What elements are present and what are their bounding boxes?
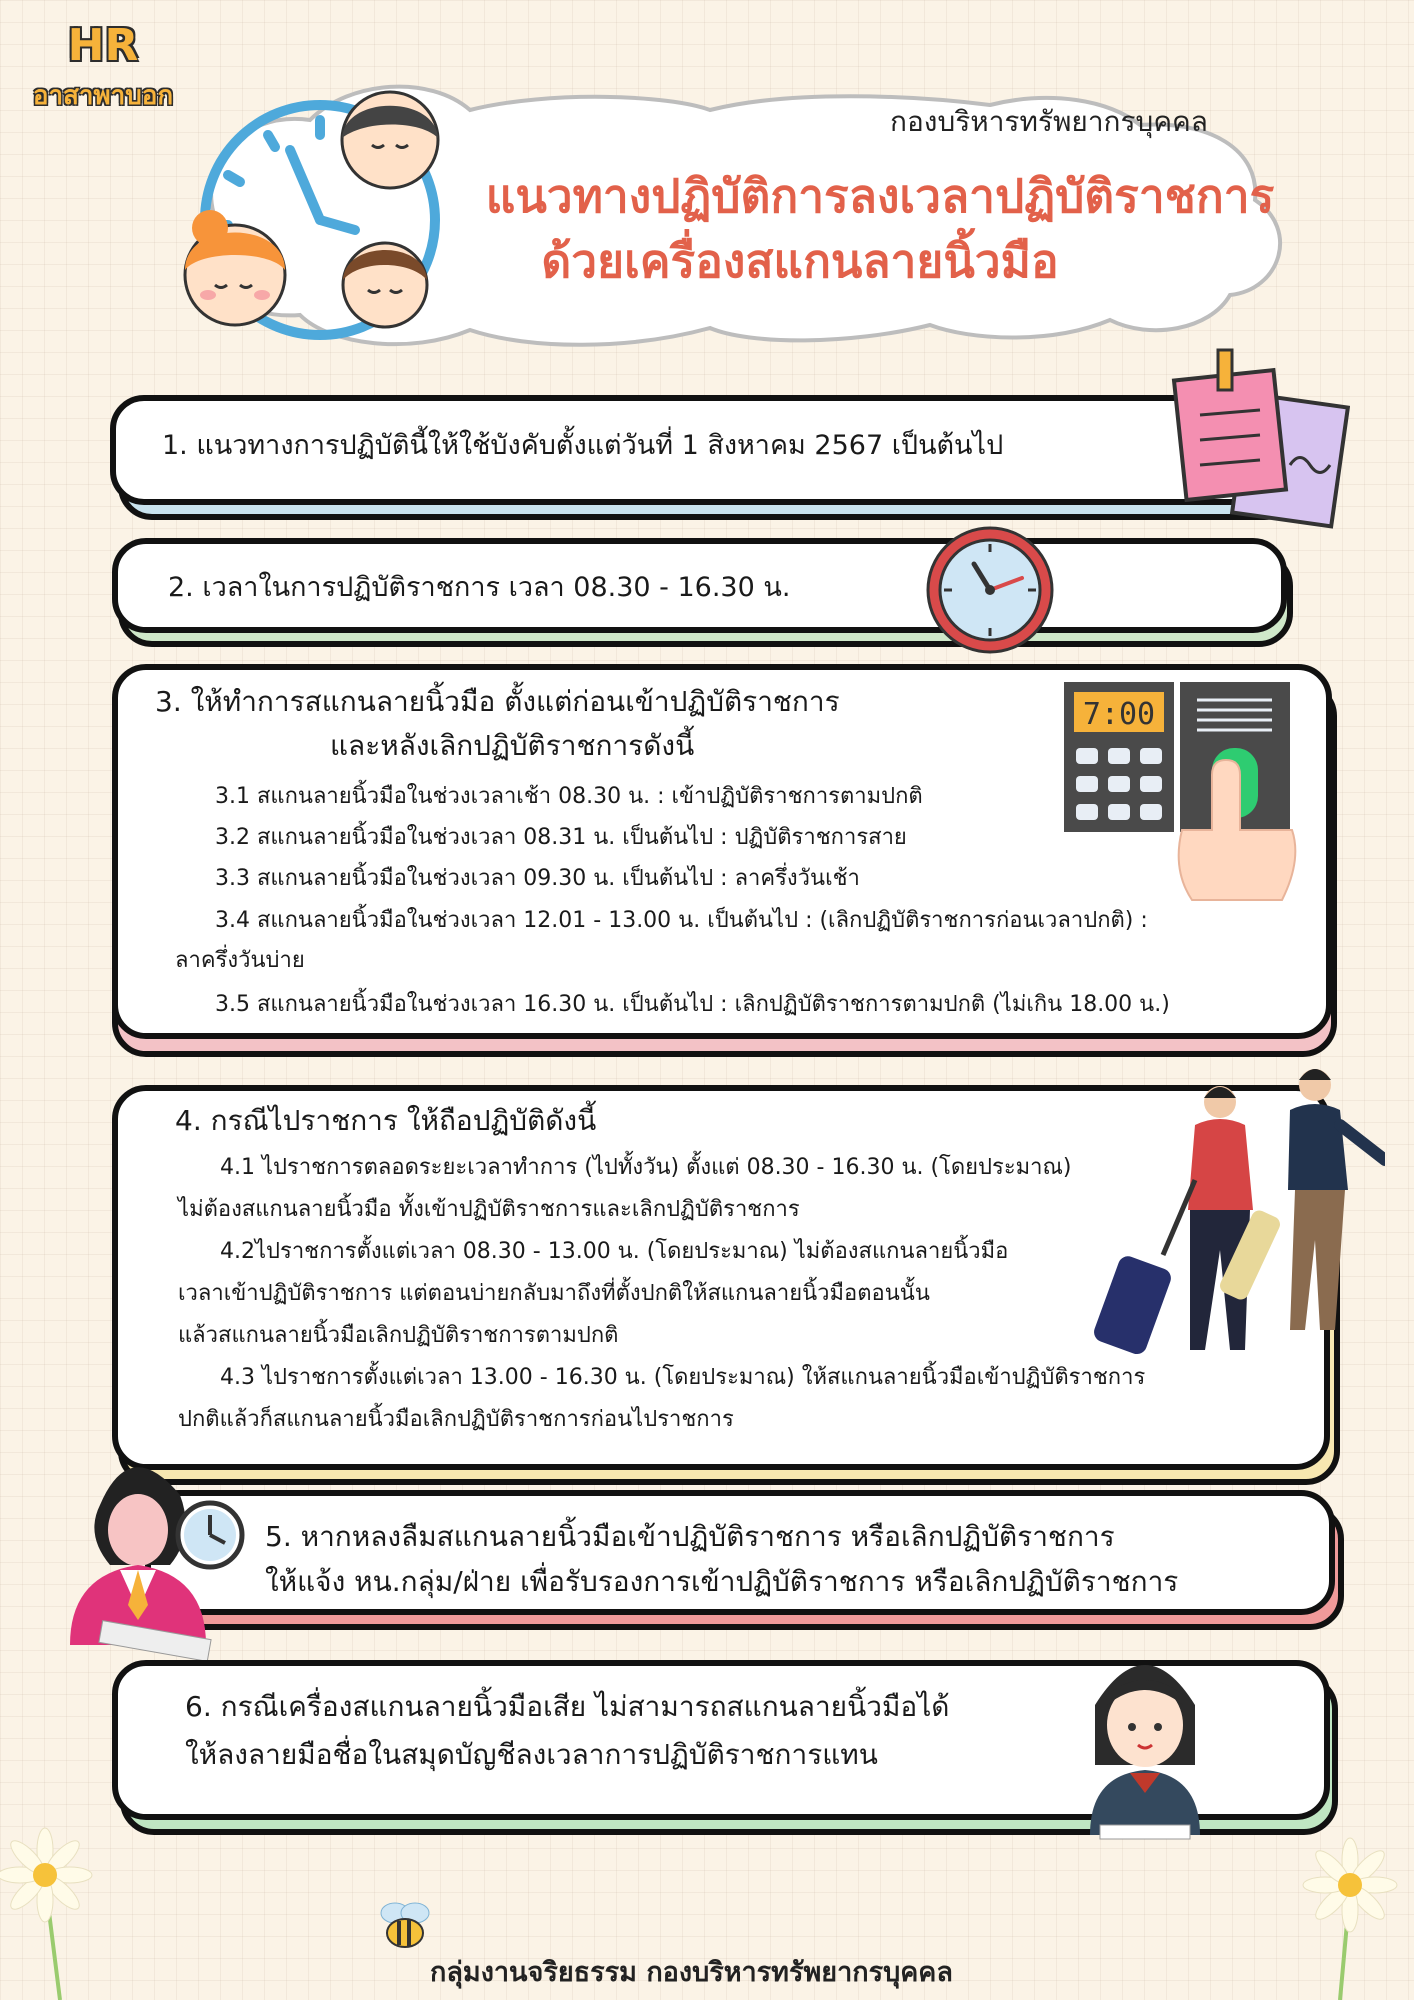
item1-text: 1. แนวทางการปฏิบัตินี้ให้ใช้บังคับตั้งแต่วันที่ 1 สิงหาคม 2567 เป็นต้นไป (162, 430, 1004, 461)
daisy-icon (0, 1800, 130, 2000)
item4-line3: 4.2ไปราชการตั้งแต่เวลา 08.30 - 13.00 น. (โดยประมาณ) ไม่ต้องสแกนลายนิ้วมือ (220, 1239, 1009, 1264)
item3-line1: 3. ให้ทำการสแกนลายนิ้วมือ ตั้งแต่ก่อนเข้าปฏิบัติราชการ (155, 685, 840, 718)
businesswoman-icon (60, 1445, 260, 1660)
hr-logo-text: HR (67, 20, 139, 71)
notepad-icon (1170, 345, 1350, 530)
page-title-line2: ด้วยเครื่องสแกนลายนิ้วมือ (541, 234, 1059, 288)
item6-line1: 6. กรณีเครื่องสแกนลายนิ้วมือเสีย ไม่สามารถสแกนลายนิ้วมือได้ (185, 1690, 950, 1723)
item4-line5: แล้วสแกนลายนิ้วมือเลิกปฏิบัติราชการตามปกติ (178, 1323, 619, 1348)
header-division: กองบริหารทรัพยากรบุคคล (890, 105, 1208, 138)
item4-line4: เวลาเข้าปฏิบัติราชการ แต่ตอนบ่ายกลับมาถึงที่ตั้งปกติให้สแกนลายนิ้วมือตอนนั้น (178, 1281, 930, 1306)
item3-sub5: 3.5 สแกนลายนิ้วมือในช่วงเวลา 16.30 น. เป็นต้นไป : เลิกปฏิบัติราชการตามปกติ (ไม่เกิน 18.00 น.) (215, 992, 1170, 1017)
item4-line6: 4.3 ไปราชการตั้งแต่เวลา 13.00 - 16.30 น. (โดยประมาณ) ให้สแกนลายนิ้วมือเข้าปฏิบัติราชการ (220, 1365, 1146, 1390)
item3-sub1: 3.1 สแกนลายนิ้วมือในช่วงเวลาเช้า 08.30 น. : เข้าปฏิบัติราชการตามปกติ (215, 784, 923, 809)
footer-text: กลุ่มงานจริยธรรม กองบริหารทรัพยากรบุคคล (430, 1957, 953, 1988)
scanner-time: 7:00 (1082, 697, 1156, 732)
item6-line2: ให้ลงลายมือชื่อในสมุดบัญชีลงเวลาการปฏิบัติราชการแทน (185, 1738, 878, 1771)
item3-sub4a: 3.4 สแกนลายนิ้วมือในช่วงเวลา 12.01 - 13.00 น. เป็นต้นไป : (เลิกปฏิบัติราชการก่อนเวลาปกติ) : (215, 908, 1148, 933)
item2-text: 2. เวลาในการปฏิบัติราชการ เวลา 08.30 - 16.30 น. (168, 572, 791, 603)
wall-clock-icon (922, 522, 1058, 658)
item3-line2: และหลังเลิกปฏิบัติราชการดังนี้ (330, 729, 695, 762)
travelers-icon (1085, 1060, 1385, 1365)
item5-line1: 5. หากหลงลืมสแกนลายนิ้วมือเข้าปฏิบัติราชการ หรือเลิกปฏิบัติราชการ (265, 1520, 1115, 1553)
hr-logo-subtitle: อาสาพาบอก (32, 81, 174, 111)
clock-faces-icon (180, 80, 460, 360)
fingerprint-scanner-icon (1062, 680, 1307, 905)
item4-line7: ปกติแล้วก็สแกนลายนิ้วมือเลิกปฏิบัติราชการก่อนไปราชการ (178, 1407, 734, 1432)
item3-sub2: 3.2 สแกนลายนิ้วมือในช่วงเวลา 08.31 น. เป็นต้นไป : ปฏิบัติราชการสาย (215, 825, 907, 850)
item4-line1: 4.1 ไปราชการตลอดระยะเวลาทำการ (ไปทั้งวัน) ตั้งแต่ 08.30 - 16.30 น. (โดยประมาณ) (220, 1155, 1072, 1180)
bee-icon (375, 1895, 435, 1955)
daisy-icon (1280, 1820, 1414, 2000)
item4-line2: ไม่ต้องสแกนลายนิ้วมือ ทั้งเข้าปฏิบัติราชการและเลิกปฏิบัติราชการ (178, 1197, 800, 1222)
student-writing-icon (1080, 1645, 1210, 1845)
item3-sub3: 3.3 สแกนลายนิ้วมือในช่วงเวลา 09.30 น. เป็นต้นไป : ลาครึ่งวันเช้า (215, 866, 860, 891)
item3-sub4b: ลาครึ่งวันบ่าย (175, 948, 305, 973)
page-title-line1: แนวทางปฏิบัติการลงเวลาปฏิบัติราชการ (485, 169, 1275, 223)
item5-line2: ให้แจ้ง หน.กลุ่ม/ฝ่าย เพื่อรับรองการเข้าปฏิบัติราชการ หรือเลิกปฏิบัติราชการ (265, 1565, 1179, 1598)
item4-title: 4. กรณีไปราชการ ให้ถือปฏิบัติดังนี้ (175, 1104, 597, 1137)
